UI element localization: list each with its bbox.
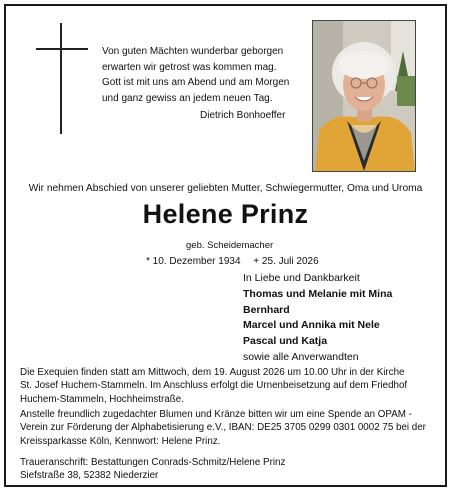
mourner-name: Marcel und Annika mit Nele bbox=[243, 319, 380, 332]
funeral-line: St. Josef Huchem-Stammeln. Im Anschluss erfolgt die Urnenbeisetzung auf dem Friedhof bbox=[20, 380, 408, 392]
portrait-photo bbox=[312, 20, 416, 172]
birth-date: * 10. Dezember 1934 bbox=[146, 256, 241, 267]
poem-line: Von guten Mächten wunderbar geborgen bbox=[102, 46, 284, 57]
mourners-intro: In Liebe und Dankbarkeit bbox=[243, 272, 360, 284]
mourning-address bbox=[20, 456, 440, 483]
donation-line: Kreissparkasse Köln, Kennwort: Helene Prinz. bbox=[20, 435, 221, 447]
poem bbox=[102, 44, 302, 106]
address-line: Traueranschrift: Bestattungen Conrads-Schmitz/Helene Prinz bbox=[20, 457, 286, 468]
obituary-notice bbox=[4, 4, 447, 487]
mourner-name: Pascal und Katja bbox=[243, 335, 328, 348]
life-dates bbox=[146, 256, 329, 267]
poem-line: und ganz gewiss an jedem neuen Tag. bbox=[102, 92, 273, 104]
death-date: + 25. Juli 2026 bbox=[253, 256, 319, 267]
poem-author: Dietrich Bonhoeffer bbox=[200, 110, 286, 121]
mourners-block bbox=[243, 271, 392, 366]
funeral-line: Huchem-Stammeln, Hochheimstraße. bbox=[20, 393, 184, 405]
deceased-name: Helene Prinz bbox=[142, 199, 309, 229]
mourners-outro: sowie alle Anverwandten bbox=[243, 350, 359, 363]
donation-line: Verein zur Förderung der Alphabetisierung e.V., IBAN: DE25 3705 0299 0301 0002 75 bei der bbox=[20, 422, 426, 434]
donation-line: Anstelle freundlich zugedachter Blumen und Kränze bitten wir um eine Spende an OPAM - bbox=[20, 409, 412, 420]
poem-line: Gott ist mit uns am Abend und am Morgen bbox=[102, 77, 290, 88]
poem-line: erwarten wir getrost was kommen mag. bbox=[102, 61, 277, 73]
maiden-name: geb. Scheidemacher bbox=[186, 240, 274, 251]
cross-icon-horizontal bbox=[36, 48, 88, 50]
cross-icon-vertical bbox=[60, 23, 62, 134]
intro-text: Wir nehmen Abschied von unserer geliebten Mutter, Schwiegermutter, Oma und Uroma bbox=[28, 183, 423, 194]
funeral-line: Die Exequien finden statt am Mittwoch, dem 19. August 2026 um 10.00 Uhr in der Kirche bbox=[20, 367, 405, 378]
address-line: Siefstraße 38, 52382 Niederzier bbox=[20, 470, 159, 482]
portrait-image bbox=[313, 21, 415, 171]
funeral-details bbox=[20, 366, 440, 406]
mourner-name: Bernhard bbox=[243, 303, 290, 316]
donation-details bbox=[20, 408, 440, 448]
mourner-name: Thomas und Melanie mit Mina bbox=[243, 287, 393, 300]
